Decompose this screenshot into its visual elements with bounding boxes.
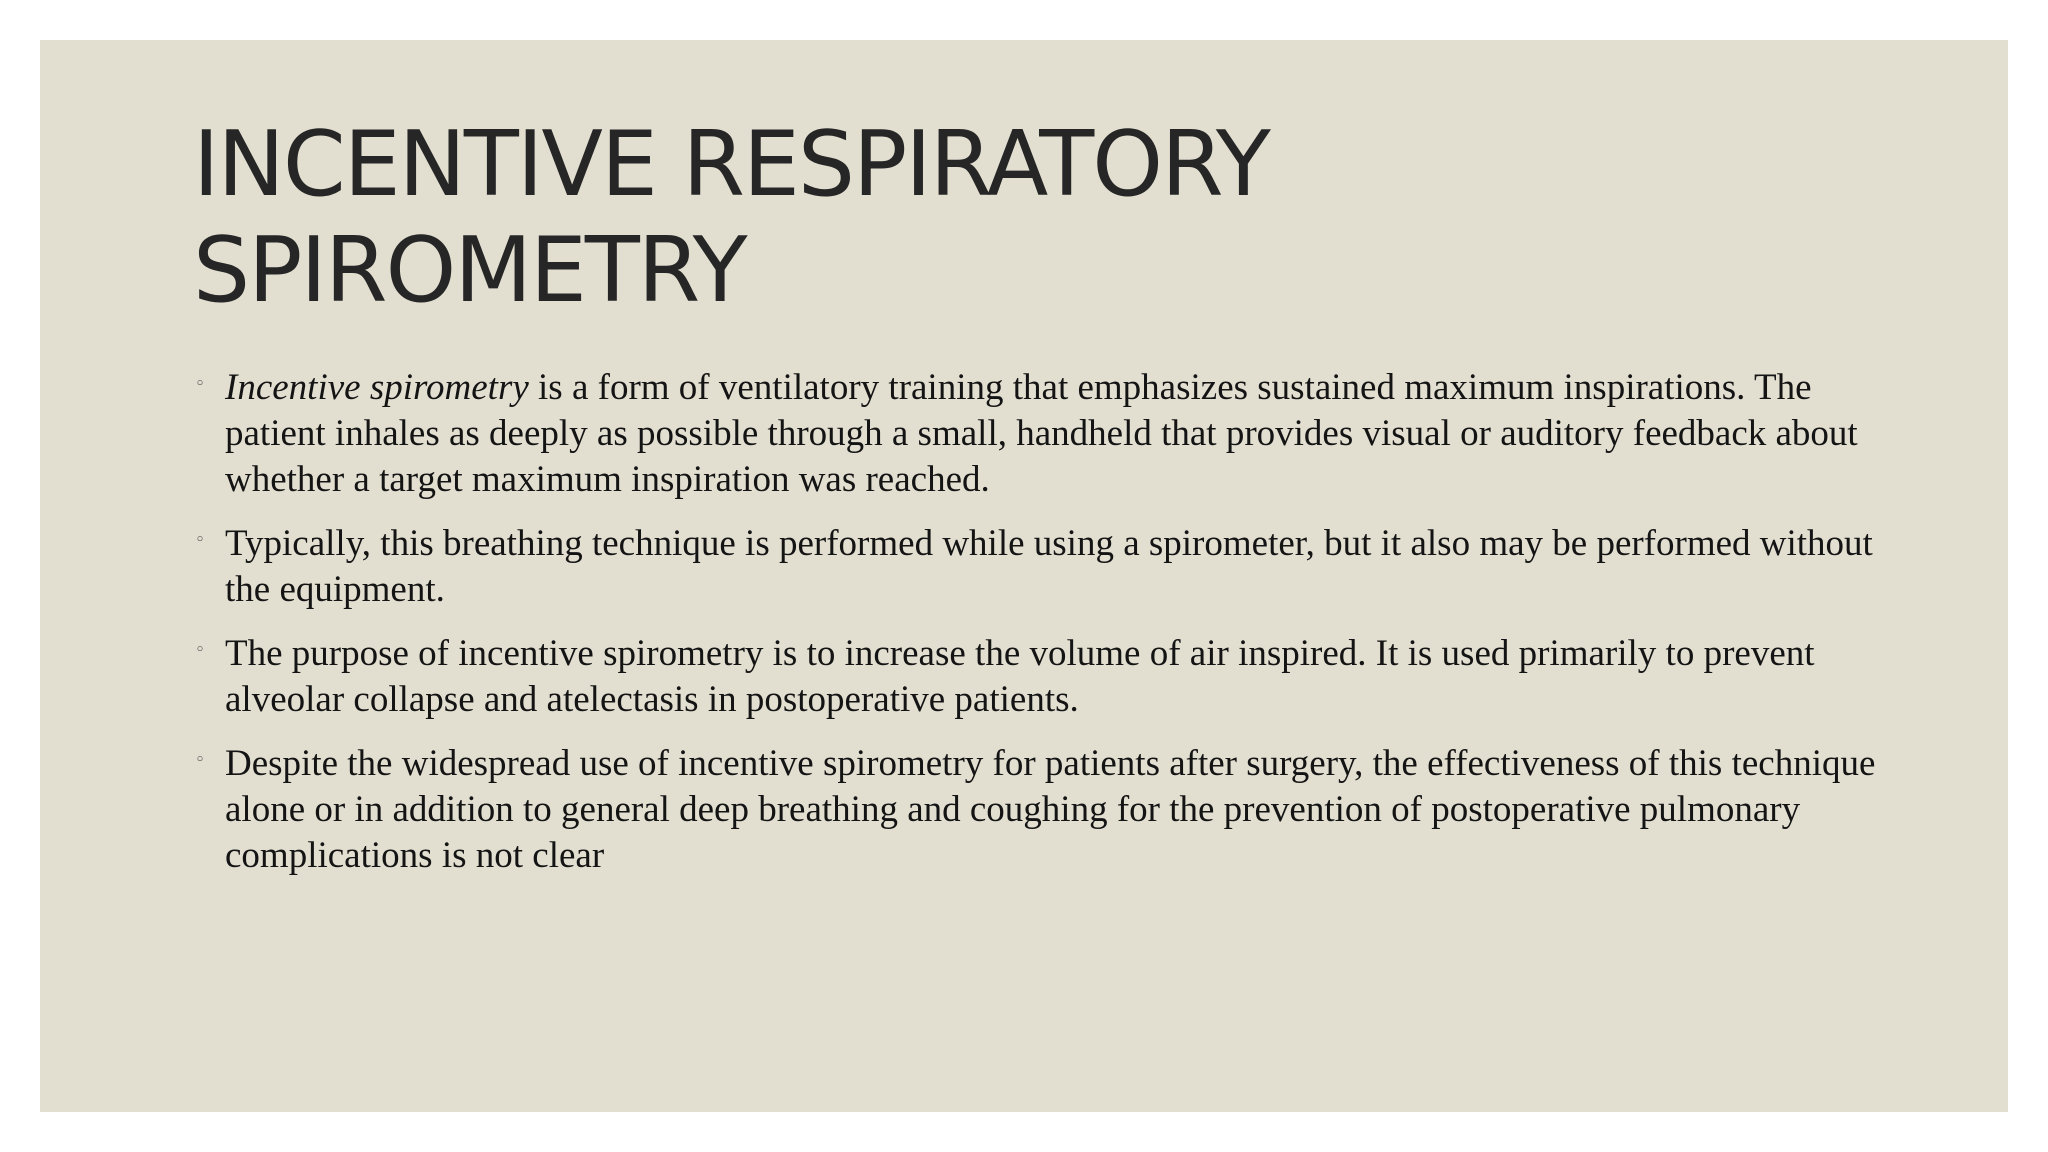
bullet-item (193, 365, 1913, 503)
bullet-marker-icon: ◦ (195, 750, 206, 770)
bullet-list (193, 365, 1913, 897)
bullet-text (225, 633, 1815, 720)
bullet-body: is a form of ventilatory training that emphasizes sustained maximum inspirations. The patient inhales as deeply as possible through a small, handheld that provides visual or auditory feedback about whether a target maximum inspiration was reached. (225, 367, 1858, 500)
bullet-text (225, 367, 1858, 500)
bullet-text (225, 743, 1875, 876)
bullet-body: Despite the widespread use of incentive spirometry for patients after surgery, the effectiveness of this technique alone or in addition to general deep breathing and coughing for the prevention of postoperative pulmonary complications is not clear (225, 743, 1876, 876)
bullet-body: The purpose of incentive spirometry is to increase the volume of air inspired. It is used primarily to prevent alveolar collapse and atelectasis in postoperative patients. (225, 633, 1815, 720)
slide-title-line-1: INCENTIVE RESPIRATORY (193, 112, 1269, 217)
bullet-body: Typically, this breathing technique is performed while using a spirometer, but it also may be performed without the equipment. (225, 523, 1873, 610)
bullet-item (193, 631, 1913, 723)
slide-title (193, 112, 1893, 324)
slide-title-line-2: SPIROMETRY (193, 218, 746, 323)
bullet-item (193, 521, 1913, 613)
bullet-marker-icon: ◦ (195, 530, 206, 550)
bullet-text (225, 523, 1873, 610)
bullet-marker-icon: ◦ (195, 640, 206, 660)
bullet-emphasis: Incentive spirometry (225, 367, 529, 408)
slide (40, 40, 2008, 1112)
bullet-item (193, 741, 1913, 879)
bullet-marker-icon: ◦ (195, 374, 206, 394)
